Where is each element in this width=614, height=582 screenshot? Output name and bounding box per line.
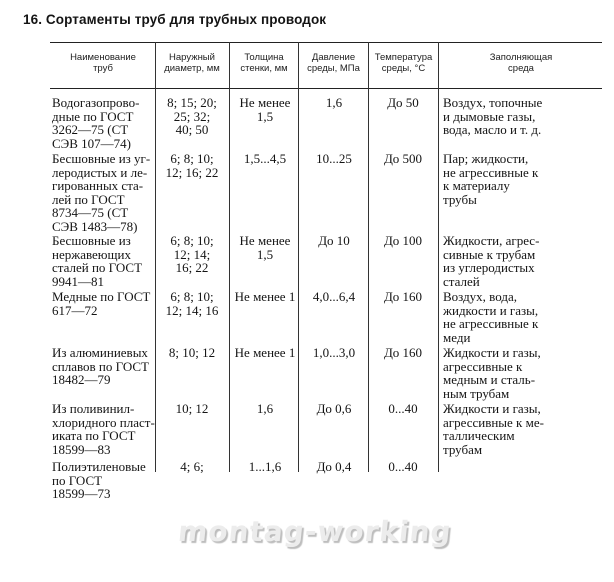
row-1-medium: Воздух, топочные и дымовые газы, вода, масло и т. д. (443, 95, 543, 138)
header-name: Наименование труб (70, 52, 136, 74)
watermark: montag-working (176, 515, 454, 548)
row-4-diameter: 6; 8; 10; 12; 14; 16 (165, 289, 219, 318)
row-7-temperature: 0...40 (388, 459, 418, 474)
row-6-diameter: 10; 12 (175, 401, 209, 416)
header-diameter: Наружный диаметр, мм (164, 52, 220, 74)
header-temperature: Температура среды, °С (374, 52, 433, 74)
row-5-temperature: До 160 (383, 345, 423, 360)
row-5-pressure: 1,0...3,0 (312, 345, 356, 360)
row-3-name: Бесшовные из нержавеющих сталей по ГОСТ 9941—81 (52, 233, 143, 289)
row-6-wall: 1,6 (256, 401, 274, 416)
row-6-temperature: 0...40 (388, 401, 418, 416)
header-medium: Заполняющая среда (489, 52, 553, 74)
row-4-temperature: До 160 (383, 289, 423, 304)
row-5-wall: Не менее 1 (234, 345, 296, 360)
row-3-temperature: До 100 (383, 233, 423, 248)
column-divider (229, 42, 230, 472)
row-4-pressure: 4,0...6,4 (312, 289, 356, 304)
row-1-name: Водогазопрово- дные по ГОСТ 3262—75 (СТ СЭВ 107—74) (52, 95, 140, 151)
row-7-wall: 1...1,6 (248, 459, 282, 474)
row-6-name: Из поливинил- хлоридного пласт- иката по ГОСТ 18599—83 (52, 401, 155, 457)
row-5-diameter: 8; 10; 12 (168, 345, 216, 360)
column-divider (155, 42, 156, 472)
header-wall-thickness: Толщина стенки, мм (240, 52, 288, 74)
row-1-pressure: 1,6 (325, 95, 343, 110)
row-1-temperature: До 50 (387, 95, 419, 110)
header-pressure: Давление среды, МПа (307, 52, 360, 74)
row-7-diameter: 4; 6; (180, 459, 204, 474)
row-4-wall: Не менее 1 (234, 289, 296, 304)
row-7-name: Полиэтиленовые по ГОСТ 18599—73 (52, 459, 146, 502)
row-4-medium: Воздух, вода, жидкости и газы, не агрессивные к меди (443, 289, 539, 345)
row-5-name: Из алюминиевых сплавов по ГОСТ 18482—79 (52, 345, 149, 388)
row-6-medium: Жидкости и газы, агрессивные к ме- таллическим трубам (443, 401, 544, 457)
row-1-wall: Не менее 1,5 (239, 95, 291, 124)
row-4-name: Медные по ГОСТ 617—72 (52, 289, 151, 318)
row-6-pressure: До 0,6 (316, 401, 352, 416)
row-3-pressure: До 10 (318, 233, 350, 248)
row-2-name: Бесшовные из уг- леродистых и ле- гированных ста- лей по ГОСТ 8734—75 (СТ СЭВ 1483—78) (52, 151, 151, 234)
row-2-temperature: До 500 (383, 151, 423, 166)
table-header-rule (50, 88, 602, 89)
row-3-medium: Жидкости, агрес- сивные к трубам из углеродистых сталей (443, 233, 540, 289)
row-7-pressure: До 0,4 (316, 459, 352, 474)
row-2-medium: Пар; жидкости, не агрессивные к к материалу трубы (443, 151, 539, 207)
row-2-diameter: 6; 8; 10; 12; 16; 22 (165, 151, 219, 180)
row-5-medium: Жидкости и газы, агрессивные к медным и сталь- ным трубам (443, 345, 541, 401)
row-3-diameter: 6; 8; 10; 12; 14; 16; 22 (170, 233, 214, 276)
row-1-diameter: 8; 15; 20; 25; 32; 40; 50 (167, 95, 217, 138)
column-divider (438, 42, 439, 472)
table-top-rule (50, 42, 602, 43)
table-title: 16. Сортаменты труб для трубных проводок (23, 12, 327, 27)
row-2-pressure: 10...25 (316, 151, 352, 166)
row-2-wall: 1,5...4,5 (243, 151, 287, 166)
row-3-wall: Не менее 1,5 (239, 233, 291, 262)
